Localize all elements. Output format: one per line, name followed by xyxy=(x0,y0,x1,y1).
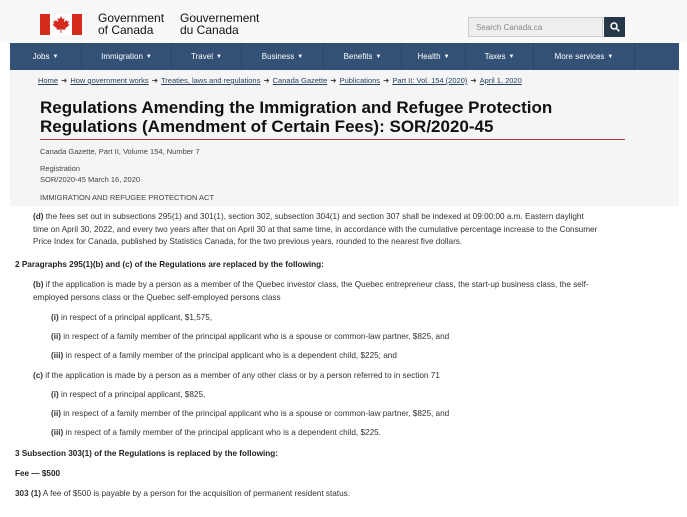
paragraph-c-iii: (iii) in respect of a family member of the principal applicant who is a dependent child, $225. xyxy=(51,428,381,437)
breadcrumb-home[interactable]: Home xyxy=(38,76,59,85)
site-header xyxy=(0,0,687,42)
chevron-down-icon: ▼ xyxy=(607,53,614,60)
search-button[interactable] xyxy=(604,17,625,37)
paragraph-b: (b) if the application is made by a person as a member of the Quebec investor class, the Quebec entrepreneur class, the start-up business class, the self- employed persons class or the Quebec self-employed persons class xyxy=(33,280,589,302)
registration-label: Registration xyxy=(40,164,81,173)
menu-immigration[interactable]: Immigration ▼ xyxy=(82,43,172,70)
paragraph-b-iii: (iii) in respect of a family member of the principal applicant who is a dependent child, $225; and xyxy=(51,351,397,360)
page-title: Regulations Amending the Immigration and Refugee Protection Regulations (Amendment of Certain Fees): SOR/2020-45 xyxy=(40,98,553,136)
chevron-down-icon: ▼ xyxy=(215,53,222,60)
paragraph-b-i: (i) in respect of a principal applicant, $1,575, xyxy=(51,313,213,322)
canada-flag-icon[interactable] xyxy=(40,14,82,35)
menu-health[interactable]: Health ▼ xyxy=(402,43,466,70)
chevron-down-icon: ▼ xyxy=(443,53,450,60)
menu-more-services[interactable]: More services ▼ xyxy=(534,43,635,70)
breadcrumb-treaties-laws[interactable]: Treaties, laws and regulations xyxy=(160,76,261,85)
paragraph-c-ii: (ii) in respect of a family member of the principal applicant who is a spouse or common-law partner, $825, and xyxy=(51,409,450,418)
registration-value: SOR/2020-45 March 16, 2020 xyxy=(40,175,141,184)
breadcrumb: Home ➜ How government works ➜ Treaties, laws and regulations ➜ Canada Gazette ➜ Publications ➜ Part II: Vol. 154 (2020) ➜ April 1, 2020 xyxy=(38,76,522,85)
menu-benefits[interactable]: Benefits ▼ xyxy=(324,43,402,70)
breadcrumb-april-1-2020[interactable]: April 1, 2020 xyxy=(479,76,522,85)
paragraph-c: (c) if the application is made by a person as a member of any other class or by a person referred to in section 71 xyxy=(33,371,440,380)
section-2-heading: 2 Paragraphs 295(1)(b) and (c) of the Regulations are replaced by the following: xyxy=(15,260,324,269)
title-divider xyxy=(40,139,625,140)
government-of-canada-wordmark-en[interactable]: Government of Canada xyxy=(98,11,165,37)
menu-travel[interactable]: Travel ▼ xyxy=(172,43,242,70)
breadcrumb-publications[interactable]: Publications xyxy=(339,76,381,85)
section-3-heading: 3 Subsection 303(1) of the Regulations is replaced by the following: xyxy=(15,449,278,458)
paragraph-d: (d) the fees set out in subsections 295(1) and 301(1), section 302, subsection 304(1) and section 307 shall be indexed at 09:00:00 a.m. Eastern daylight time on April 30, 2022, and every two years after that on April 30 at that same time, in accordance with the cumulative percentage increase to the Consumer Price Index for Canada, published by Statistics Canada, for the two previous years, rounded to the nearest five dollars. xyxy=(33,212,598,246)
breadcrumb-how-government-works[interactable]: How government works xyxy=(70,76,149,85)
menu-business[interactable]: Business ▼ xyxy=(242,43,324,70)
gazette-info: Canada Gazette, Part II, Volume 154, Number 7 xyxy=(40,147,200,156)
paragraph-b-ii: (ii) in respect of a family member of the principal applicant who is a spouse or common-law partner, $825, and xyxy=(51,332,450,341)
chevron-down-icon: ▼ xyxy=(297,53,304,60)
chevron-down-icon: ▼ xyxy=(145,53,152,60)
main-menu xyxy=(10,43,679,70)
section-303-1: 303 (1) A fee of $500 is payable by a person for the acquisition of permanent resident status. xyxy=(15,489,351,498)
chevron-down-icon: ▼ xyxy=(375,53,382,60)
search-input[interactable]: Search Canada.ca xyxy=(468,17,603,37)
breadcrumb-canada-gazette[interactable]: Canada Gazette xyxy=(272,76,328,85)
chevron-down-icon: ▼ xyxy=(508,53,515,60)
fee-heading: Fee — $500 xyxy=(15,469,61,478)
menu-jobs[interactable]: Jobs ▼ xyxy=(10,43,82,70)
search-icon xyxy=(610,22,620,32)
menu-taxes[interactable]: Taxes ▼ xyxy=(466,43,534,70)
paragraph-c-i: (i) in respect of a principal applicant, $825, xyxy=(51,390,206,399)
breadcrumb-part-ii-vol-154[interactable]: Part II: Vol. 154 (2020) xyxy=(392,76,468,85)
government-of-canada-wordmark-fr[interactable]: Gouvernement du Canada xyxy=(180,11,260,37)
page-header-area xyxy=(10,70,679,206)
act-name: IMMIGRATION AND REFUGEE PROTECTION ACT xyxy=(40,193,215,202)
chevron-down-icon: ▼ xyxy=(52,53,59,60)
